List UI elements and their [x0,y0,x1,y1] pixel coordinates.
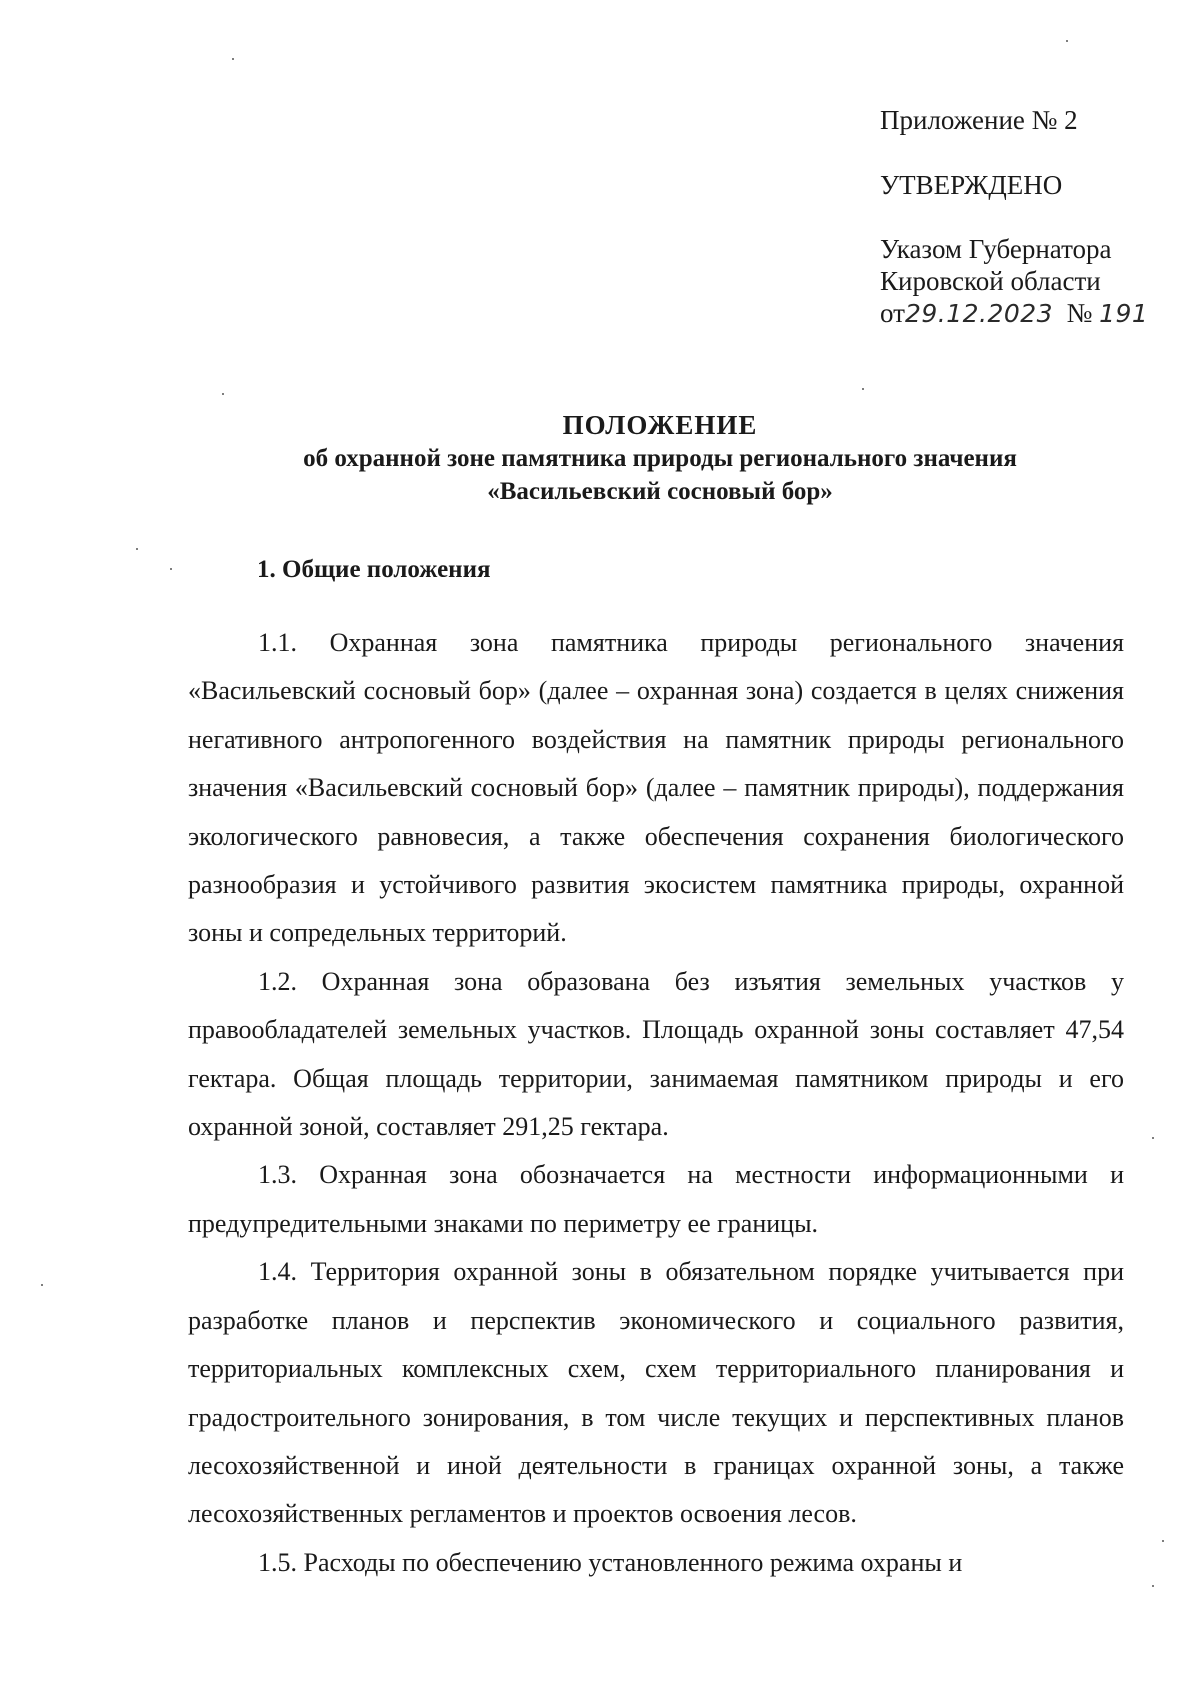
scan-speck [136,548,138,550]
scan-speck [170,568,172,570]
scan-speck [1152,1585,1154,1587]
section-body [188,619,1124,1587]
paragraph-1-3: 1.3. Охранная зона обозначается на местности информационными и предупредительными знаками по периметру ее границы. [188,1160,1124,1238]
decree-line-1: Указом Губернатора [880,234,1112,264]
decree-date-line [880,297,1180,330]
document-title-block [160,408,1160,508]
number-prefix: № [1066,298,1093,328]
handwritten-number: 191 [1099,299,1149,328]
decree-line-2: Кировской области [880,266,1101,296]
scan-speck [1162,1540,1164,1542]
scan-speck [41,1284,43,1286]
handwritten-date: 29.12.2023 [904,299,1054,328]
paragraph-1-5: 1.5. Расходы по обеспечению установленного режима охраны и [258,1547,963,1577]
document-subtitle: об охранной зоне памятника природы регионального значения [303,445,1017,472]
scan-speck [232,58,234,60]
document-title: ПОЛОЖЕНИЕ [562,410,758,440]
section-heading: 1. Общие положения [257,556,491,583]
approved-label: УТВЕРЖДЕНО [880,170,1063,200]
date-prefix: от [880,298,905,328]
approval-stamp-block [880,104,1180,330]
appendix-label: Приложение № 2 [880,105,1078,135]
scan-speck [1152,1137,1154,1139]
paragraph-1-1: 1.1. Охранная зона памятника природы регионального значения «Васильевский сосновый бор» (далее – охранная зона) создается в целях снижения негативного антропогенного воздействия на памятник природы регионального значения «Васильевский сосновый бор» (далее – памятник природы), поддержания экологического равновесия, а также обеспечения сохранения биологического разнообразия и устойчивого развития экосистем памятника природы, охранной зоны и сопредельных территорий. [188,628,1124,948]
paragraph-1-2: 1.2. Охранная зона образована без изъятия земельных участков у правообладателей земельных участков. Площадь охранной зоны составляет 47,54 гектара. Общая площадь территории, занимаемая памятником природы и его охранной зоной, составляет 291,25 гектара. [188,966,1124,1142]
document-subtitle-name: «Васильевский сосновый бор» [487,478,833,505]
paragraph-1-4: 1.4. Территория охранной зоны в обязательном порядке учитывается при разработке планов и перспектив экономического и социального развития, территориальных комплексных схем, схем территориального планирования и градостроительного зонирования, в том числе текущих и перспективных планов лесохозяйственной и иной деятельности в границах охранной зоны, а также лесохозяйственных регламентов и проектов освоения лесов. [188,1257,1124,1529]
scan-speck [222,393,224,395]
scan-speck [1066,40,1068,42]
scan-speck [862,388,864,390]
